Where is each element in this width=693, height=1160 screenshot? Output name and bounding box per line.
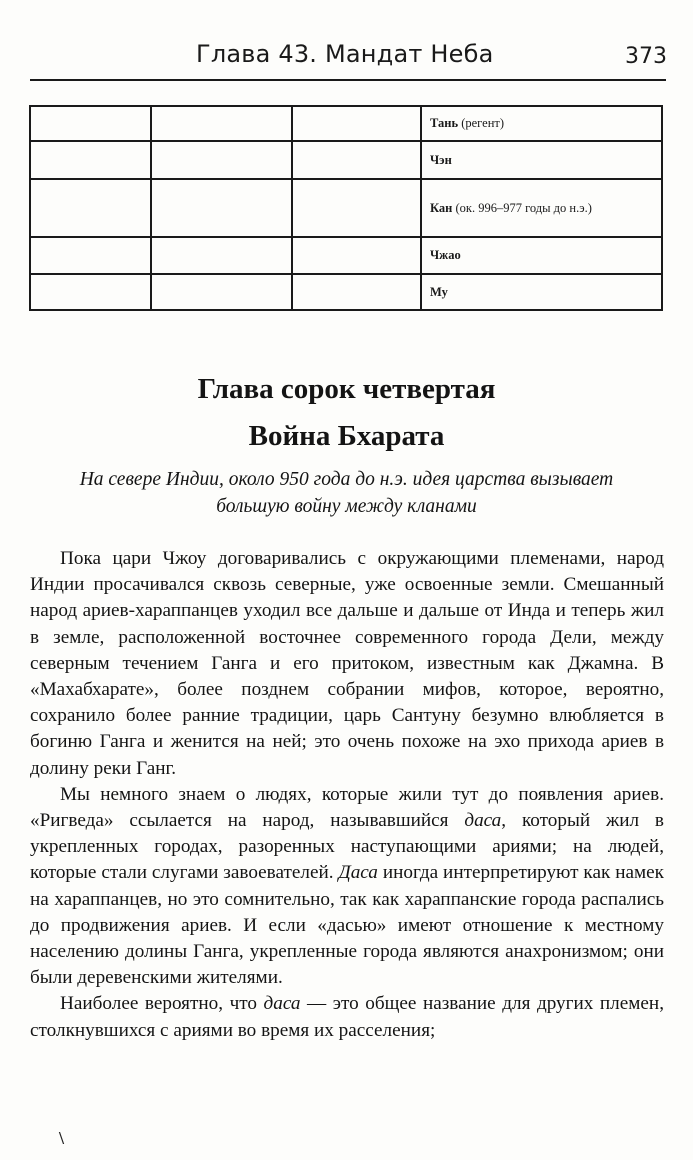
running-title: Глава 43. Мандат Неба — [196, 40, 494, 68]
table-row — [30, 106, 662, 141]
stray-mark: \ — [59, 1128, 65, 1148]
header-rule — [30, 79, 666, 81]
table-cell-empty — [292, 237, 421, 274]
chapter-heading: Глава сорок четвертая — [197, 373, 496, 405]
table-cell-empty — [151, 141, 292, 179]
paragraph-2 — [30, 782, 664, 992]
table-cell-ruler — [421, 106, 662, 141]
ruler-name: Чжао — [430, 248, 461, 262]
table-cell-empty — [30, 237, 151, 274]
body-text — [30, 546, 664, 1044]
dynasty-table — [29, 105, 663, 311]
table-cell-ruler — [421, 274, 662, 310]
table-cell-ruler — [421, 237, 662, 274]
text-run: Наиболее вероятно, что — [60, 993, 264, 1015]
chapter-subtitle: На севере Индии, около 950 года до н.э. идея царства вызывает большую войну между кланами — [79, 469, 614, 517]
table-cell-ruler — [421, 179, 662, 237]
ruler-note: (ок. 996–977 годы до н.э.) — [452, 200, 592, 215]
paragraph-1: Пока цари Чжоу договаривались с окружающими племенами, народ Индии просачивался сквозь северные, уже освоенные земли. Смешанный народ ариев-хараппанцев уходил все дальше и дальше от Инда и теперь жил в земле, расположенной восточнее современного города Дели, между северным течением Ганга и его притоком, известным как Джамна. В «Махабхарате», более позднем собрании мифов, которое, вероятно, сохранило более ранние традиции, царь Сантуну безумно влюбляется в богиню Ганга и женится на ней; это очень похоже на эхо прихода ариев в долину реки Ганг. — [30, 548, 664, 779]
table-cell-empty — [30, 274, 151, 310]
table-cell-ruler — [421, 141, 662, 179]
paragraph-3 — [30, 991, 664, 1043]
table-row — [30, 179, 662, 237]
ruler-name: Кан — [430, 200, 453, 215]
table-cell-empty — [292, 179, 421, 237]
table-cell-empty — [151, 274, 292, 310]
table-cell-empty — [30, 106, 151, 141]
table-cell-empty — [151, 179, 292, 237]
italic-term: даса — [464, 810, 502, 832]
text-run: Мы немного знаем о людях, которые жили тут до появления ариев. «Ригведа» ссылается на народ, называвшийся — [30, 783, 664, 832]
ruler-name: Чэн — [430, 152, 452, 167]
table-cell-empty — [292, 141, 421, 179]
table-cell-empty — [292, 274, 421, 310]
ruler-name: Тань — [430, 116, 459, 130]
table-cell-empty — [30, 179, 151, 237]
table-cell-empty — [30, 141, 151, 179]
italic-term: даса — [263, 993, 301, 1015]
ruler-note: (регент) — [458, 116, 505, 130]
text-run: , который жил в укрепленных городах, разоренных наступающими ариями; на людей, которые стали слугами завоевателей. — [30, 810, 664, 884]
chapter-title: Война Бхарата — [248, 420, 445, 452]
italic-term: Даса — [338, 862, 378, 884]
table-cell-empty — [151, 237, 292, 274]
table-row — [30, 141, 662, 179]
text-run: — это общее название для других племен, столкнувшихся с ариями во время их расселения; — [30, 993, 664, 1041]
text-run: иногда интерпретируют как намек на хараппанцев, но это сомнительно, так как хараппанские города распались до продвижения ариев. И если «дасью» имеют отношение к местному населению долины Ганга, укрепленные города являются анахронизмом; они были деревенскими жителями. — [30, 862, 664, 989]
running-header — [0, 36, 693, 76]
table-cell-empty — [151, 106, 292, 141]
ruler-name: Му — [430, 284, 448, 299]
table-cell-empty — [292, 106, 421, 141]
table-row — [30, 237, 662, 274]
table-row — [30, 274, 662, 310]
page-number: 373 — [625, 44, 667, 69]
